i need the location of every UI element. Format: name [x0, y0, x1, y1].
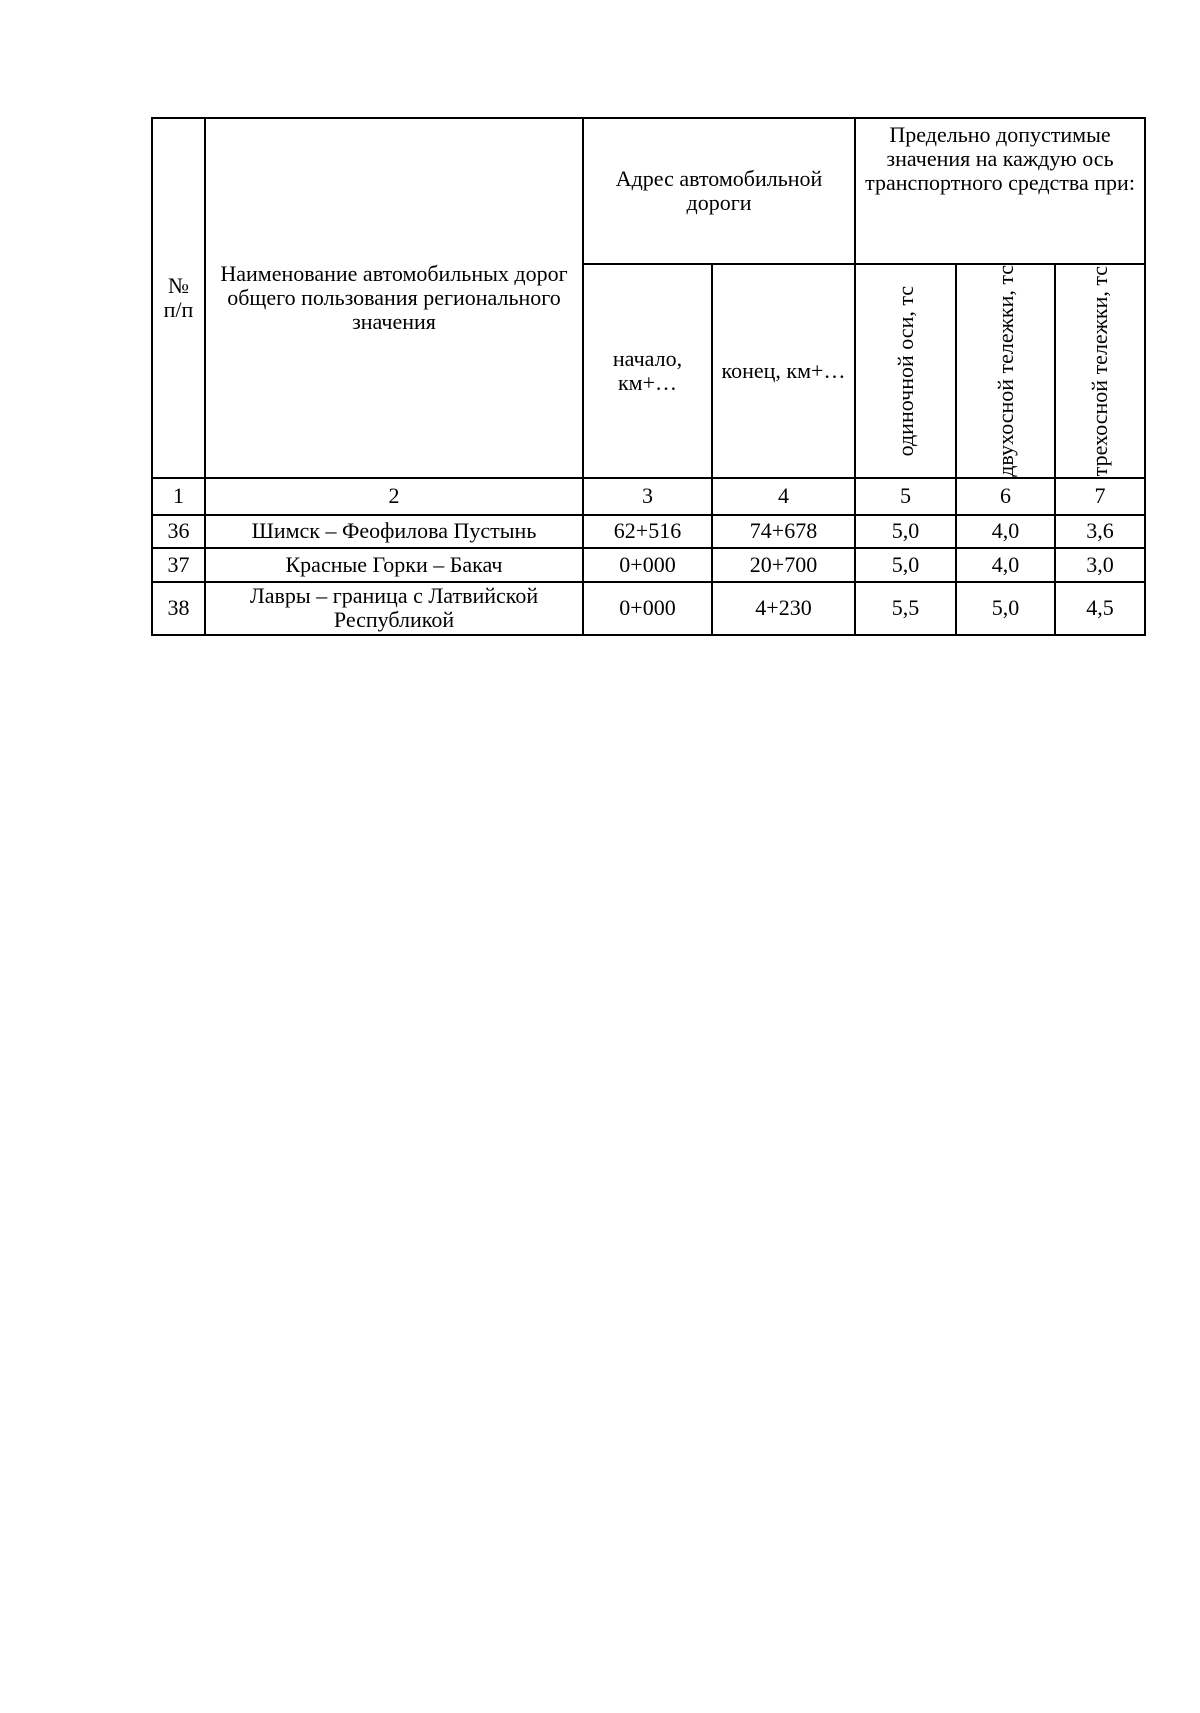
- header-road-address: Адрес автомобильной дороги: [583, 118, 855, 264]
- column-number: 3: [583, 478, 712, 515]
- double-bogie-value: 4,0: [956, 548, 1055, 582]
- row-number: 36: [152, 515, 205, 548]
- road-name: Шимск – Феофилова Пустынь: [205, 515, 583, 548]
- single-axle-value: 5,0: [855, 548, 956, 582]
- start-km: 0+000: [583, 548, 712, 582]
- table-row: [152, 548, 1145, 582]
- column-number: 6: [956, 478, 1055, 515]
- road-name: Лавры – граница с Латвийской Республикой: [205, 582, 583, 635]
- triple-bogie-value: 4,5: [1055, 582, 1145, 635]
- row-number: 37: [152, 548, 205, 582]
- table-row: [152, 582, 1145, 635]
- end-km: 20+700: [712, 548, 855, 582]
- column-number: 5: [855, 478, 956, 515]
- start-km: 62+516: [583, 515, 712, 548]
- header-end-km: конец, км+…: [712, 264, 855, 478]
- header-road-name: Наименование автомобильных дорог общего пользования регионального значения: [205, 118, 583, 478]
- column-number: 7: [1055, 478, 1145, 515]
- road-axle-load-table: [151, 117, 1146, 636]
- column-number-row: [152, 478, 1145, 515]
- triple-bogie-value: 3,6: [1055, 515, 1145, 548]
- road-name: Красные Горки – Бакач: [205, 548, 583, 582]
- header-axle-limits: Предельно допустимые значения на каждую ось транспортного средства при:: [855, 118, 1145, 264]
- header-single-axle: одиночной оси, тс: [855, 264, 956, 478]
- single-axle-value: 5,5: [855, 582, 956, 635]
- row-number: 38: [152, 582, 205, 635]
- triple-bogie-value: 3,0: [1055, 548, 1145, 582]
- single-axle-value: 5,0: [855, 515, 956, 548]
- double-bogie-value: 4,0: [956, 515, 1055, 548]
- end-km: 74+678: [712, 515, 855, 548]
- column-number: 2: [205, 478, 583, 515]
- column-number: 4: [712, 478, 855, 515]
- double-bogie-value: 5,0: [956, 582, 1055, 635]
- header-triple-bogie: трехосной тележки, тс: [1055, 264, 1145, 478]
- header-start-km: начало, км+…: [583, 264, 712, 478]
- start-km: 0+000: [583, 582, 712, 635]
- table-row: [152, 515, 1145, 548]
- column-number: 1: [152, 478, 205, 515]
- header-number: № п/п: [152, 118, 205, 478]
- end-km: 4+230: [712, 582, 855, 635]
- header-double-bogie: двухосной тележки, тс: [956, 264, 1055, 478]
